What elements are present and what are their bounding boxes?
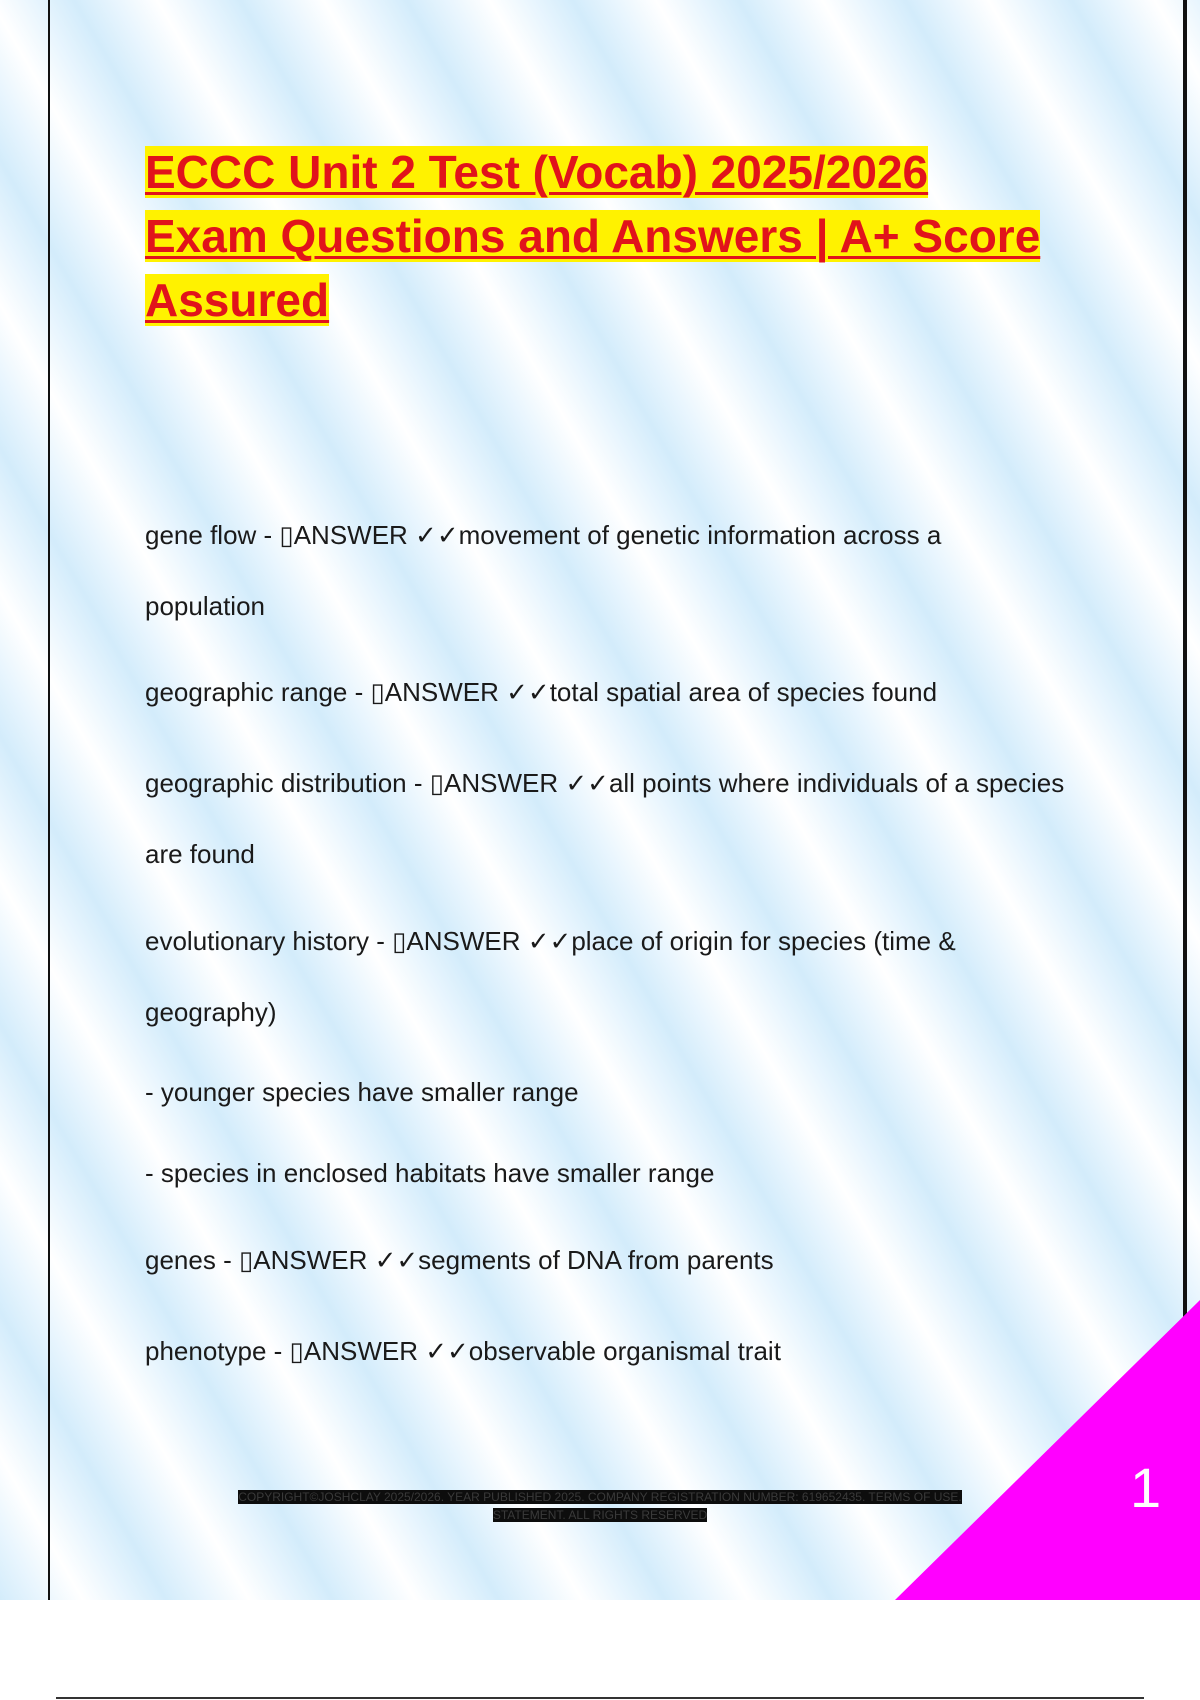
page-number: 1 — [1130, 1456, 1162, 1519]
bottom-divider — [56, 1697, 1144, 1699]
qa-note-younger-species: - younger species have smaller range — [145, 1077, 579, 1107]
qa-entry-geographic-distribution: geographic distribution - ▯ANSWER ✓✓all points where individuals of a species are found — [145, 768, 1065, 869]
qa-entry-geographic-range: geographic range - ▯ANSWER ✓✓total spatial area of species found — [145, 677, 938, 707]
qa-entry-gene-flow: gene flow - ▯ANSWER ✓✓movement of genetic information across a population — [145, 520, 942, 621]
title-line-3: Assured — [145, 274, 330, 326]
qa-entry-evolutionary-history: evolutionary history - ▯ANSWER ✓✓place of origin for species (time & geography) — [145, 926, 956, 1027]
qa-entry-phenotype: phenotype - ▯ANSWER ✓✓observable organismal trait — [145, 1336, 781, 1366]
title-line-1: ECCC Unit 2 Test (Vocab) 2025/2026 — [145, 146, 929, 198]
copyright-notice — [175, 1488, 1025, 1524]
qa-note-enclosed-habitats: - species in enclosed habitats have smaller range — [145, 1158, 715, 1188]
title-line-2: Exam Questions and Answers | A+ Score — [145, 210, 1041, 262]
copyright-line-1: COPYRIGHT©JOSHCLAY 2025/2026. YEAR PUBLISHED 2025. COMPANY REGISTRATION NUMBER: 619652435. TERMS OF USE. — [238, 1490, 962, 1504]
qa-entry-genes: genes - ▯ANSWER ✓✓segments of DNA from parents — [145, 1245, 774, 1275]
document-title — [145, 140, 1105, 332]
copyright-line-2: STATEMENT. ALL RIGHTS RESERVED — [492, 1508, 708, 1522]
